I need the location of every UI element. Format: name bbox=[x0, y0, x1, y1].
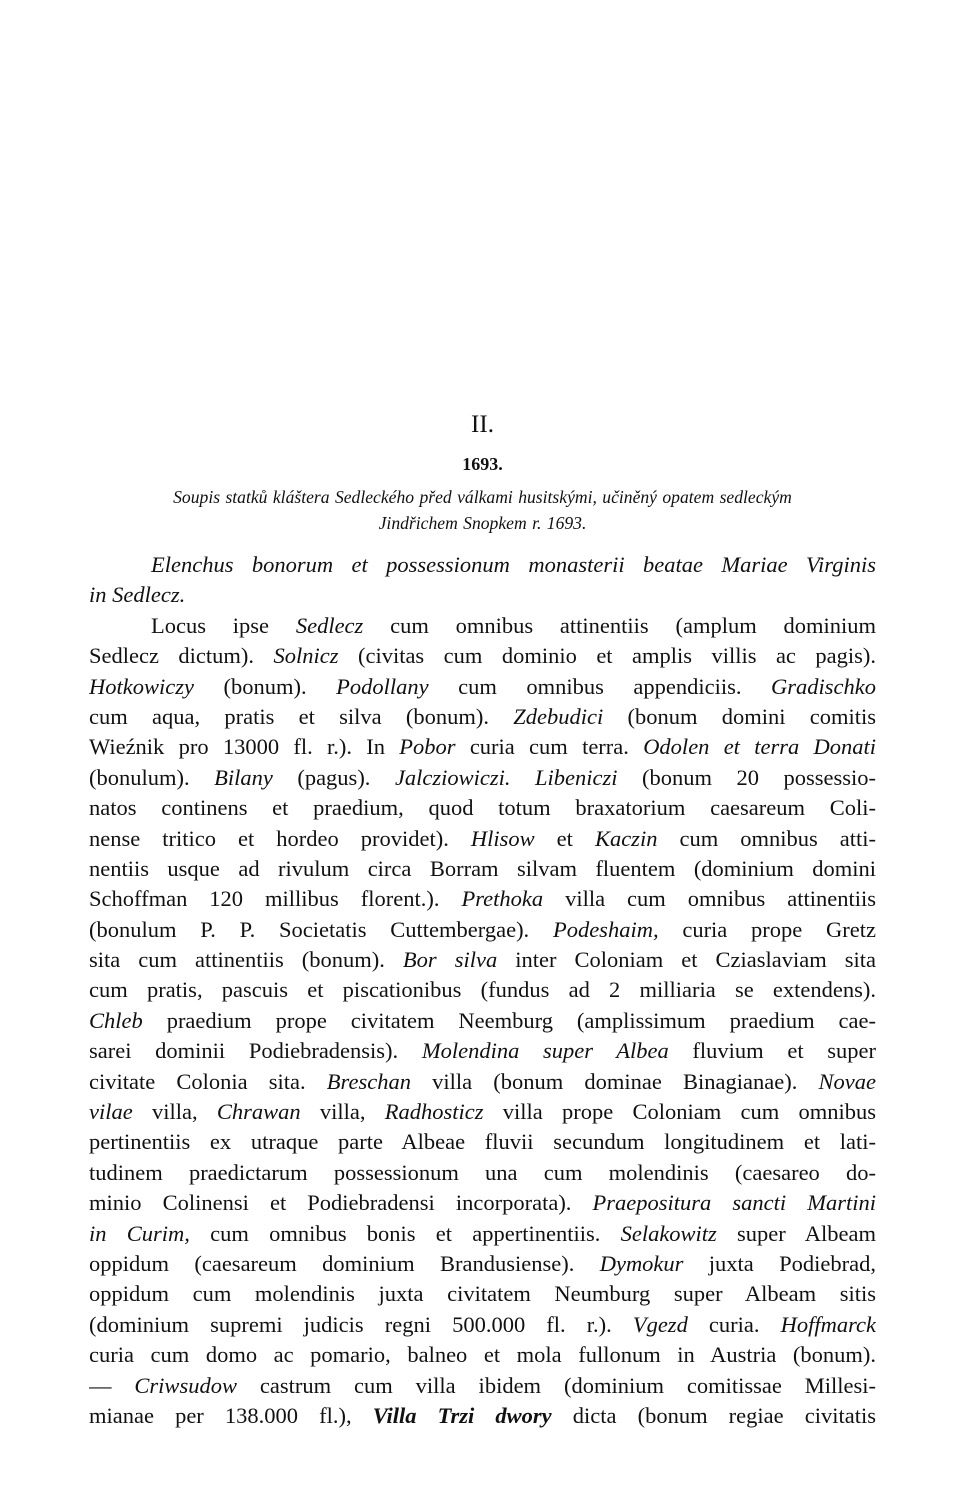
text-line bbox=[89, 1067, 876, 1097]
latin-title bbox=[89, 550, 876, 611]
text-run: cum omnibus atti- bbox=[657, 825, 876, 851]
place-name: Hotkowiczy bbox=[89, 673, 194, 699]
czech-title-line: Jindřichem Snopkem r. 1693. bbox=[378, 513, 587, 533]
text-run: (bonulum). bbox=[89, 764, 215, 790]
place-name: Radhosticz bbox=[384, 1099, 484, 1125]
text-run: cum aqua, pratis et silva (bonum). bbox=[89, 703, 514, 729]
place-name: Podeshaim, bbox=[552, 916, 659, 942]
text-run: civitate Colonia sita. bbox=[89, 1068, 327, 1094]
text-run: Schoffman 120 millibus florent.). bbox=[89, 886, 462, 912]
place-name: Vgezd bbox=[632, 1311, 688, 1337]
text-line bbox=[89, 1036, 876, 1066]
place-name: Praepositura sancti Martini bbox=[592, 1190, 876, 1216]
text-line bbox=[89, 702, 876, 732]
text-run: sarei dominii Podiebradensis). bbox=[89, 1038, 422, 1064]
text-line bbox=[89, 1371, 876, 1401]
text-line bbox=[89, 732, 876, 762]
place-name: Hoffmarck bbox=[780, 1311, 876, 1337]
place-name: Villa Trzi dwory bbox=[372, 1402, 552, 1428]
text-line: pertinentiis ex utraque parte Albeae fluvii secundum longitudinem et lati- bbox=[89, 1129, 876, 1155]
text-line: cum pratis, pascuis et piscationibus (fundus ad 2 milliaria se extendens). bbox=[89, 977, 876, 1003]
text-run: — bbox=[89, 1372, 135, 1398]
place-name: vilae bbox=[89, 1099, 133, 1125]
place-name: Odolen et terra Donati bbox=[643, 734, 876, 760]
text-run: nense tritico et hordeo providet). bbox=[89, 825, 471, 851]
text-line bbox=[89, 672, 876, 702]
text-run: villa prope Coloniam cum omnibus bbox=[483, 1099, 876, 1125]
text-line: natos continens et praedium, quod totum braxatorium caesareum Coli- bbox=[89, 795, 876, 821]
text-run: villa, bbox=[132, 1099, 217, 1125]
text-run: villa (bonum dominae Binagianae). bbox=[410, 1068, 819, 1094]
text-line bbox=[89, 1219, 876, 1249]
text-run: villa, bbox=[300, 1099, 385, 1125]
text-run: et bbox=[534, 825, 595, 851]
place-name: Dymokur bbox=[599, 1250, 684, 1276]
place-name: Novae bbox=[818, 1068, 876, 1094]
text-run: cum omnibus bonis et appertinentiis. bbox=[189, 1220, 621, 1246]
czech-title bbox=[89, 484, 876, 536]
text-run: cum omnibus attinentiis (amplum dominium bbox=[363, 612, 876, 638]
place-name: Hlisow bbox=[470, 825, 535, 851]
text-line bbox=[89, 641, 876, 671]
text-run: minio Colinensi et Podiebradensi incorporata). bbox=[89, 1190, 593, 1216]
text-line bbox=[89, 884, 876, 914]
text-run: dicta (bonum regiae civitatis bbox=[551, 1402, 876, 1428]
place-name: in Curim, bbox=[89, 1220, 190, 1246]
text-run: (civitas cum dominio et amplis villis ac pagis). bbox=[338, 643, 876, 669]
place-name: Chleb bbox=[89, 1007, 143, 1033]
text-run: mianae per 138.000 fl.), bbox=[89, 1402, 373, 1428]
place-name: Criwsudow bbox=[134, 1372, 237, 1398]
text-line bbox=[89, 763, 876, 793]
text-run: sita cum attinentiis (bonum). bbox=[89, 947, 403, 973]
text-line bbox=[89, 1310, 876, 1340]
text-line: nentiis usque ad rivulum circa Borram silvam fluentem (dominium domini bbox=[89, 855, 876, 881]
place-name: Molendina super Albea bbox=[421, 1038, 669, 1064]
place-name: Zdebudici bbox=[513, 703, 604, 729]
text-run: super Albeam bbox=[716, 1220, 876, 1246]
text-run: inter Coloniam et Cziaslaviam sita bbox=[497, 947, 876, 973]
czech-title-line: Soupis statků kláštera Sedleckého před válkami husitskými, učiněný opatem sedleckým bbox=[173, 487, 792, 507]
text-run: castrum cum villa ibidem (dominium comitissae Millesi- bbox=[236, 1372, 876, 1398]
text-run: (bonum domini comitis bbox=[603, 703, 876, 729]
latin-title-line: in Sedlecz. bbox=[89, 582, 186, 608]
place-name: Sedlecz bbox=[295, 612, 364, 638]
text-run: (bonum). bbox=[193, 673, 337, 699]
text-line bbox=[89, 1188, 876, 1218]
text-line bbox=[89, 824, 876, 854]
text-run: juxta Podiebrad, bbox=[683, 1250, 876, 1276]
text-run: curia. bbox=[687, 1311, 781, 1337]
place-name: Selakowitz bbox=[620, 1220, 717, 1246]
section-number: II. bbox=[471, 411, 494, 438]
latin-title-line: Elenchus bonorum et possessionum monasterii beatae Mariae Virginis bbox=[151, 552, 876, 577]
place-name: Kaczin bbox=[594, 825, 658, 851]
text-run: (bonulum P. P. Societatis Cuttembergae). bbox=[89, 916, 553, 942]
place-name: Bor silva bbox=[402, 947, 498, 973]
text-line: oppidum cum molendinis juxta civitatem Neumburg super Albeam sitis bbox=[89, 1281, 876, 1307]
text-run: Wieźnik pro 13000 fl. r.). In bbox=[89, 734, 400, 760]
text-run: Locus ipse bbox=[151, 612, 296, 638]
text-line: tudinem praedictarum possessionum una cum molendinis (caesareo do- bbox=[89, 1159, 876, 1185]
text-run: (dominium supremi judicis regni 500.000 fl. r.). bbox=[89, 1311, 633, 1337]
place-name: Pobor bbox=[399, 734, 456, 760]
place-name: Breschan bbox=[326, 1068, 411, 1094]
place-name: Podollany bbox=[336, 673, 429, 699]
text-run: curia cum terra. bbox=[455, 734, 644, 760]
document-page bbox=[89, 408, 876, 1431]
place-name: Chrawan bbox=[216, 1099, 301, 1125]
text-run: praedium prope civitatem Neemburg (amplissimum praedium cae- bbox=[142, 1007, 876, 1033]
text-line bbox=[89, 915, 876, 945]
text-run: Sedlecz dictum). bbox=[89, 643, 274, 669]
text-line bbox=[89, 1006, 876, 1036]
text-line bbox=[89, 945, 876, 975]
place-name: Solnicz bbox=[273, 643, 339, 669]
text-run: curia prope Gretz bbox=[658, 916, 876, 942]
document-year: 1693. bbox=[462, 454, 503, 474]
text-line bbox=[89, 611, 876, 641]
place-name: Prethoka bbox=[461, 886, 544, 912]
text-line bbox=[89, 1097, 876, 1127]
text-run: (bonum 20 possessio- bbox=[617, 764, 876, 790]
place-name: Bilany bbox=[214, 764, 273, 790]
text-line bbox=[89, 1401, 876, 1431]
text-line: curia cum domo ac pomario, balneo et mola fullonum in Austria (bonum). bbox=[89, 1342, 876, 1368]
place-name: Gradischko bbox=[771, 673, 876, 699]
text-run: cum omnibus appendiciis. bbox=[428, 673, 771, 699]
text-line bbox=[89, 1249, 876, 1279]
text-run: oppidum (caesareum dominium Brandusiense). bbox=[89, 1250, 600, 1276]
body-paragraph bbox=[89, 611, 876, 1432]
text-run: fluvium et super bbox=[668, 1038, 876, 1064]
text-run: villa cum omnibus attinentiis bbox=[543, 886, 876, 912]
text-run: (pagus). bbox=[272, 764, 395, 790]
place-name: Jalcziowiczi. Libeniczi bbox=[394, 764, 618, 790]
